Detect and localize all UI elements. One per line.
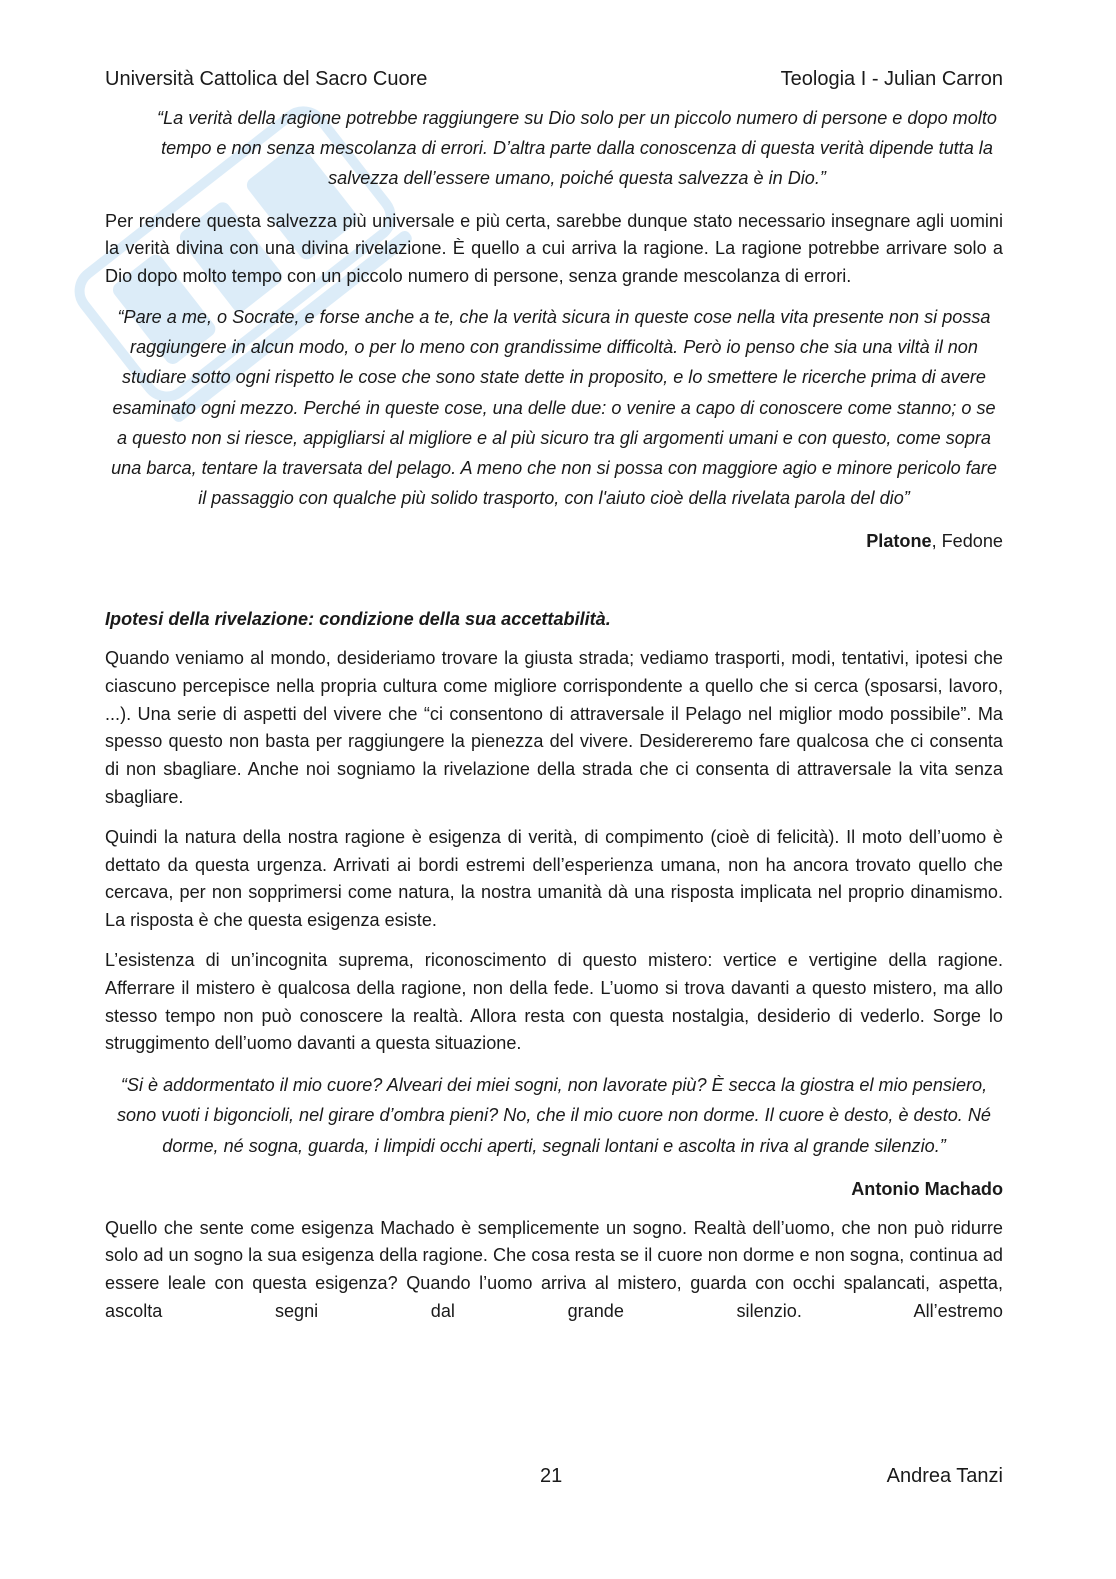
- attribution-work: , Fedone: [931, 531, 1003, 552]
- header-course: Teologia I - Julian Carron: [780, 68, 1003, 90]
- quote-machado: “Si è addormentato il mio cuore? Alveari dei miei sogni, non lavorate più? È secca la giostra el mio pensiero, sono vuoti i bigoncioli, nel girare d’ombra pieni? No, che il mio cuore non dorme. Il cuore è desto, è desto. Né dorme, né sogna, guarda, i limpidi occhi aperti, segnali lontani e ascolta in riva al grande silenzio.”: [116, 1075, 991, 1156]
- attribution-author: Platone: [866, 531, 932, 552]
- page-number: 21: [540, 1465, 563, 1487]
- paragraph-machado: Quello che sente come esigenza Machado è semplicemente un sogno. Realtà dell’uomo, che non può ridurre solo ad un sogno la sua esigenza della ragione. Che cosa resta se il cuore non dorme e non sogna, continua ad essere leale con questa esigenza? Quando l’uomo arriva al mistero, guarda con occhi spalancati, aspetta, ascolta segni dal grande silenzio. All’estremo: [105, 1217, 1003, 1321]
- attribution-machado: [105, 1176, 1003, 1204]
- paragraph-ragione: Quindi la natura della nostra ragione è esigenza di verità, di compimento (cioè di felicità). Il moto dell’uomo è dettato da questa urgenza. Arrivati ai bordi estremi dell’esperienza umana, non ha ancora trovato quello che cercava, per non sopprimersi come natura, la nostra umanità dà una risposta implicata nel proprio dinamismo. La risposta è che questa esigenza esiste.: [105, 826, 1003, 931]
- section-heading: Ipotesi della rivelazione: condizione della sua accettabilità.: [105, 609, 611, 630]
- footer-author: Andrea Tanzi: [886, 1465, 1003, 1487]
- paragraph-salvezza: Per rendere questa salvezza più universale e più certa, sarebbe dunque stato necessario insegnare agli uomini la verità divina con una divina rivelazione. È quello a cui arriva la ragione. La ragione potrebbe arrivare solo a Dio dopo molto tempo con un piccolo numero di persone, senza grande mescolanza di errori.: [105, 210, 1003, 287]
- quote-aquinas: “La verità della ragione potrebbe raggiungere su Dio solo per un piccolo numero di persone e dopo molto tempo e non senza mescolanza di errori. D’altra parte dalla conoscenza di questa verità dipende tutta la salvezza dell’essere umano, poiché questa salvezza è in Dio.”: [157, 108, 997, 189]
- page-header: [105, 66, 1003, 92]
- paragraph-mistero: L’esistenza di un’incognita suprema, riconoscimento di questo mistero: vertice e vertigine della ragione. Afferrare il mistero è qualcosa della ragione, non della fede. L’uomo si trova davanti a questo mistero, ma allo stesso tempo non può conoscere la realtà. Allora resta con questa nostalgia, desiderio di vederlo. Sorge lo struggimento dell’uomo davanti a questa situazione.: [105, 949, 1003, 1054]
- attribution-machado-name: Antonio Machado: [851, 1178, 1003, 1199]
- page-content: [105, 103, 1003, 1326]
- page-footer: [105, 1462, 1003, 1490]
- paragraph-mondo: Quando veniamo al mondo, desideriamo trovare la giusta strada; vediamo trasporti, modi, tentativi, ipotesi che ciascuno percepisce nella propria cultura come migliore corrispondente a quello che si cerca (sposarsi, lavoro, ...). Una serie di aspetti del vivere che “ci consentono di attraversale il Pelago nel miglior modo possibile”. Ma spesso questo non basta per raggiungere la pienezza del vivere. Desidereremo fare qualcosa che ci consenta di non sbagliare. Anche noi sogniamo la rivelazione della strada che ci consenta di attraversale la vita senza sbagliare.: [105, 648, 1003, 807]
- attribution-platone: [105, 528, 1003, 556]
- quote-platone: “Pare a me, o Socrate, e forse anche a te, che la verità sicura in queste cose nella vita presente non si possa raggiungere in alcun modo, o per lo meno con grandissime difficoltà. Però io penso che sia una viltà il non studiare sotto ogni rispetto le cose che sono state dette in proposito, e lo smettere le ricerche prima di avere esaminato ogni mezzo. Perché in queste cose, una delle due: o venire a capo di conoscere come stanno; o se a questo non si riesce, appigliarsi al migliore e al più sicuro tra gli argomenti umani e con questo, come sopra una barca, tentare la traversata del pelago. A meno che non si possa con maggiore agio e minore pericolo fare il passaggio con qualche più solido trasporto, con l'aiuto cioè della rivelata parola del dio”: [111, 307, 997, 509]
- header-institution: Università Cattolica del Sacro Cuore: [105, 68, 428, 90]
